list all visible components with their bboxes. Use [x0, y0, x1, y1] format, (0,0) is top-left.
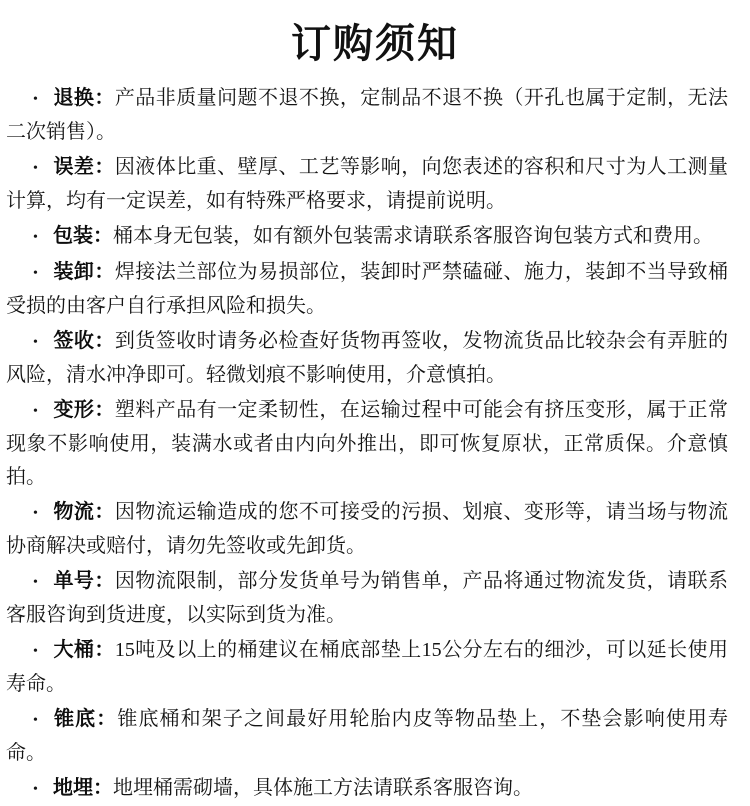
page-title: 订购须知: [291, 21, 459, 67]
item-text: 因物流运输造成的您不可接受的污损、划痕、变形等，请当场与物流协商解决或赔付，请勿先签收或先卸货。: [6, 501, 729, 557]
item-text: 桶本身无包装，如有额外包装需求请联系客服咨询包装方式和费用。: [113, 225, 713, 247]
item-term: 退换：: [53, 87, 115, 109]
bullet-icon: •: [33, 782, 38, 797]
notice-item-tracking-number: [6, 565, 728, 632]
bullet-icon: •: [33, 230, 38, 245]
bullet-icon: •: [33, 575, 38, 590]
item-term: 装卸：: [53, 261, 115, 283]
item-text: 产品非质量问题不退不换，定制品不退不换（开孔也属于定制，无法二次销售）。: [6, 87, 729, 143]
item-term: 误差：: [53, 156, 115, 178]
bullet-icon: •: [33, 161, 38, 176]
item-term: 锥底：: [53, 708, 118, 730]
notice-item-deformation: [6, 394, 728, 494]
item-term: 单号：: [53, 570, 115, 592]
bullet-icon: •: [33, 506, 38, 521]
item-text: 焊接法兰部位为易损部位，装卸时严禁磕碰、施力，装卸不当导致桶受损的由客户自行承担风险和损失。: [6, 261, 729, 317]
bullet-icon: •: [33, 266, 38, 281]
item-term: 物流：: [53, 501, 115, 523]
item-term: 签收：: [53, 330, 115, 352]
notice-item-tolerance: [6, 151, 728, 218]
bullet-icon: •: [33, 404, 38, 419]
item-text: 地埋桶需砌墙，具体施工方法请联系客服咨询。: [113, 777, 533, 799]
item-term: 包装：: [53, 225, 113, 247]
item-text: 塑料产品有一定柔韧性，在运输过程中可能会有挤压变形，属于正常现象不影响使用，装满水或者由内向外推出，即可恢复原状，正常质保。介意慎拍。: [6, 399, 729, 488]
notice-item-cone-bottom: [6, 703, 728, 770]
item-text: 锥底桶和架子之间最好用轮胎内皮等物品垫上，不垫会影响使用寿命。: [6, 708, 728, 764]
notice-item-returns: [6, 82, 728, 149]
bullet-icon: •: [33, 92, 38, 107]
bullet-icon: •: [33, 713, 38, 728]
item-text: 15吨及以上的桶建议在桶底部垫上15公分左右的细沙，可以延长使用寿命。: [6, 639, 729, 695]
notice-item-underground: [6, 772, 728, 806]
item-term: 变形：: [53, 399, 115, 421]
item-text: 到货签收时请务必检查好货物再签收，发物流货品比较杂会有弄脏的风险，清水冲净即可。轻微划痕不影响使用，介意慎拍。: [6, 330, 729, 386]
notice-item-large-tank: [6, 634, 728, 701]
item-term: 大桶：: [53, 639, 115, 661]
notice-item-loading: [6, 256, 728, 323]
item-text: 因液体比重、壁厚、工艺等影响，向您表述的容积和尺寸为人工测量计算，均有一定误差，如有特殊严格要求，请提前说明。: [6, 156, 729, 212]
notice-item-logistics: [6, 496, 728, 563]
notice-item-packaging: [6, 220, 728, 254]
bullet-icon: •: [33, 644, 38, 659]
notice-item-sign-receipt: [6, 325, 728, 392]
item-text: 因物流限制，部分发货单号为销售单，产品将通过物流发货，请联系客服咨询到货进度，以实际到货为准。: [6, 570, 729, 626]
notice-list: [0, 82, 750, 806]
item-term: 地埋：: [53, 777, 113, 799]
bullet-icon: •: [33, 335, 38, 350]
